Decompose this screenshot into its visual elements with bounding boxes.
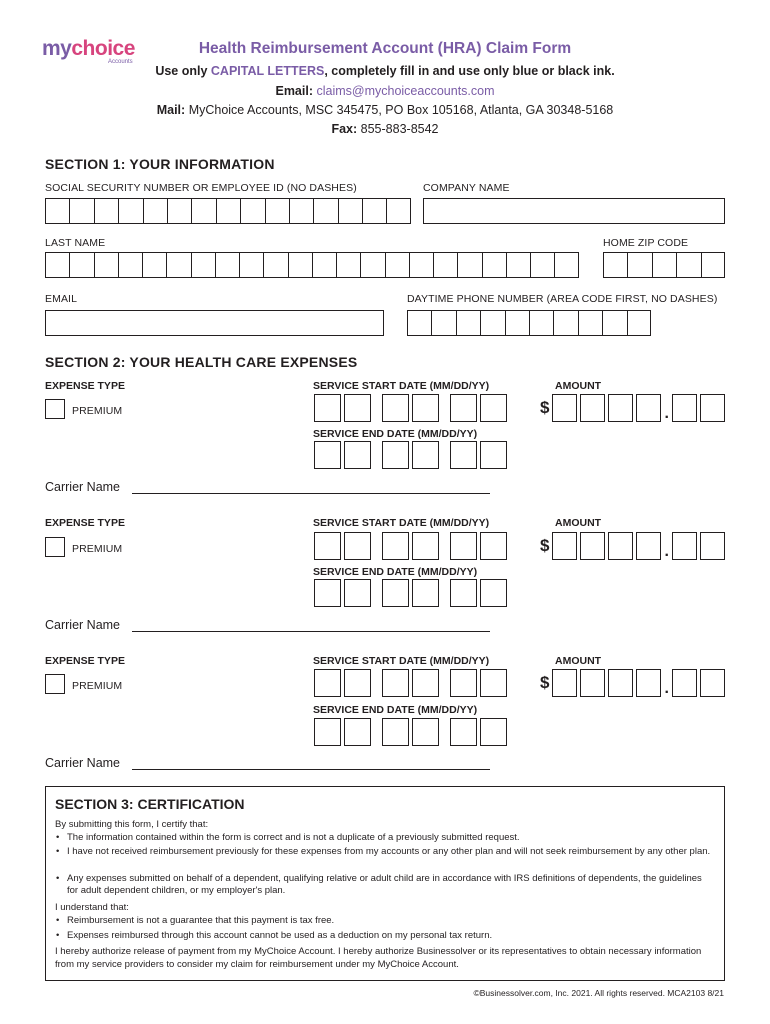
- carrier-name-label: Carrier Name: [45, 618, 121, 632]
- company-label: COMPANY NAME: [423, 182, 510, 194]
- section2-title: SECTION 2: YOUR HEALTH CARE EXPENSES: [45, 354, 358, 370]
- amount-field[interactable]: [540, 532, 728, 560]
- cert-bullet: • The information contained within the form is correct and is not a duplicate of a previously submitted request.: [55, 832, 715, 844]
- understand-bullet: • Expenses reimbursed through this account cannot be used as a deduction on my personal tax return.: [55, 930, 715, 942]
- carrier-name-label: Carrier Name: [45, 756, 121, 770]
- cert-bullet: • Any expenses submitted on behalf of a dependent, qualifying relative or adult child are in accordance with IRS definitions of dependents, the guidelines for adult dependent children, or my employer's plan.: [55, 873, 715, 897]
- start-date-field[interactable]: [314, 669, 507, 697]
- phone-label: DAYTIME PHONE NUMBER (AREA CODE FIRST, NO DASHES): [407, 293, 718, 305]
- decimal-point: .: [664, 543, 669, 560]
- ssn-label: SOCIAL SECURITY NUMBER OR EMPLOYEE ID (NO DASHES): [45, 182, 357, 194]
- expense-type-label: EXPENSE TYPE: [45, 380, 125, 392]
- contact-email: Email: claims@mychoiceaccounts.com: [275, 84, 495, 98]
- expense-type-label: EXPENSE TYPE: [45, 655, 125, 667]
- amount-label: AMOUNT: [555, 380, 602, 392]
- amount-field[interactable]: [540, 669, 728, 697]
- contact-fax: Fax: 855-883-8542: [331, 122, 439, 136]
- instructions: Use only CAPITAL LETTERS, completely fill in and use only blue or black ink.: [155, 64, 615, 78]
- end-date-label: SERVICE END DATE (MM/DD/YY): [313, 428, 478, 440]
- ssn-field[interactable]: [45, 198, 411, 224]
- amount-label: AMOUNT: [555, 655, 602, 667]
- section3-title: SECTION 3: CERTIFICATION: [55, 796, 245, 812]
- carrier-name-field[interactable]: [132, 769, 490, 770]
- premium-checkbox[interactable]: [45, 537, 65, 557]
- premium-label: PREMIUM: [72, 543, 123, 555]
- amount-field[interactable]: [540, 394, 728, 422]
- footer-copyright: ©Businessolver.com, Inc. 2021. All rights reserved. MCA2103 8/21: [473, 988, 724, 998]
- end-date-field[interactable]: [314, 579, 507, 607]
- carrier-name-field[interactable]: [132, 631, 490, 632]
- carrier-name-field[interactable]: [132, 493, 490, 494]
- premium-label: PREMIUM: [72, 680, 123, 692]
- logo-my-text: my: [42, 37, 72, 60]
- authorization-text: I hereby authorize release of payment from my MyChoice Account. I hereby authorize Businessolver or its representatives to obtain necessary information from my service providers to consider my claim for reimbursement under my MyChoice Account.: [55, 946, 702, 970]
- start-date-label: SERVICE START DATE (MM/DD/YY): [313, 380, 490, 392]
- phone-field[interactable]: [407, 310, 651, 336]
- form-title: Health Reimbursement Account (HRA) Claim Form: [198, 40, 572, 57]
- start-date-field[interactable]: [314, 532, 507, 560]
- email-link[interactable]: claims@mychoiceaccounts.com: [316, 84, 495, 98]
- email-field[interactable]: [45, 310, 384, 336]
- understand-bullet: • Reimbursement is not a guarantee that this payment is tax free.: [55, 915, 715, 927]
- start-date-label: SERVICE START DATE (MM/DD/YY): [313, 655, 490, 667]
- decimal-point: .: [664, 680, 669, 697]
- logo-choice-text: choice: [71, 37, 135, 60]
- lastname-field[interactable]: [45, 252, 579, 278]
- decimal-point: .: [664, 405, 669, 422]
- end-date-label: SERVICE END DATE (MM/DD/YY): [313, 704, 478, 716]
- email-label: EMAIL: [45, 293, 78, 305]
- expense-type-label: EXPENSE TYPE: [45, 517, 125, 529]
- end-date-field[interactable]: [314, 441, 507, 469]
- carrier-name-label: Carrier Name: [45, 480, 121, 494]
- start-date-field[interactable]: [314, 394, 507, 422]
- dollar-sign: $: [540, 536, 550, 555]
- dollar-sign: $: [540, 398, 550, 417]
- premium-checkbox[interactable]: [45, 674, 65, 694]
- contact-mail: Mail: MyChoice Accounts, MSC 345475, PO Box 105168, Atlanta, GA 30348-5168: [156, 103, 614, 117]
- zip-label: HOME ZIP CODE: [603, 237, 689, 249]
- premium-checkbox[interactable]: [45, 399, 65, 419]
- start-date-label: SERVICE START DATE (MM/DD/YY): [313, 517, 490, 529]
- end-date-label: SERVICE END DATE (MM/DD/YY): [313, 566, 478, 578]
- cert-intro: By submitting this form, I certify that:: [55, 819, 209, 830]
- zip-field[interactable]: [603, 252, 725, 278]
- dollar-sign: $: [540, 673, 550, 692]
- company-field[interactable]: [423, 198, 725, 224]
- lastname-label: LAST NAME: [45, 237, 106, 249]
- logo-sub-text: Accounts: [108, 59, 133, 65]
- premium-label: PREMIUM: [72, 405, 123, 417]
- section1-title: SECTION 1: YOUR INFORMATION: [45, 156, 275, 172]
- end-date-field[interactable]: [314, 718, 507, 746]
- understand-intro: I understand that:: [55, 902, 129, 913]
- cert-bullet: • I have not received reimbursement previously for these expenses from my accounts or any other plan and will not seek reimbursement by any other plan.: [55, 846, 715, 858]
- amount-label: AMOUNT: [555, 517, 602, 529]
- certification-box: [45, 786, 725, 981]
